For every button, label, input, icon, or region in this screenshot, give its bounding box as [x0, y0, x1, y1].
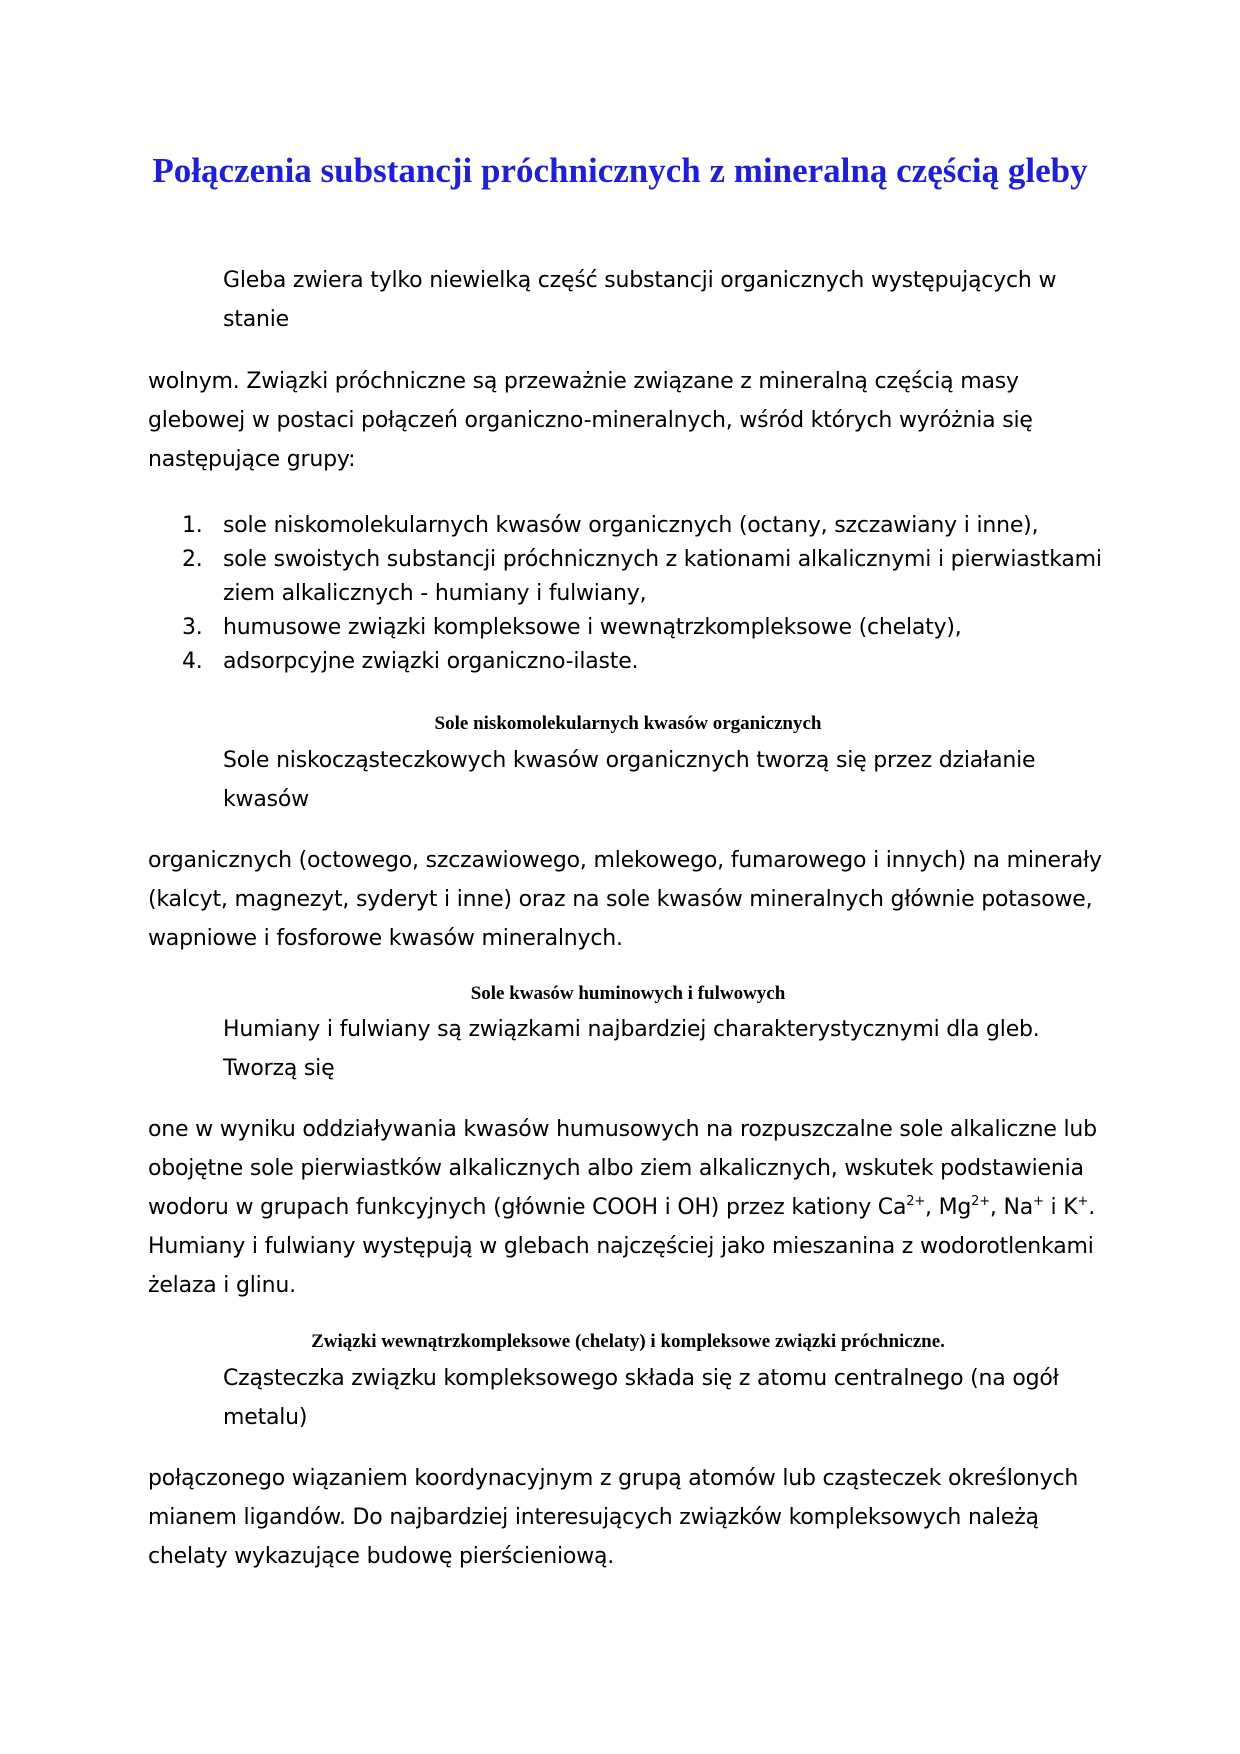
section3-paragraph: połączonego wiązaniem koordynacyjnym z grupą atomów lub cząsteczek określonych mianem ligandów. Do najbardziej interesujących związków kompleksowych należą chelaty wykazujące budowę pierścieniową. [148, 1466, 1079, 1569]
mg-charge: 2+ [971, 1194, 990, 1209]
section2-lead: Humiany i fulwiany są związkami najbardziej charakterystycznymi dla gleb. Tworzą się [223, 1017, 1040, 1081]
section-heading-chelates: Związki wewnątrzkompleksowe (chelaty) i kompleksowe związki próchniczne. [311, 1331, 945, 1352]
list-item [148, 509, 1108, 543]
list-item [148, 645, 1108, 679]
list-number: 2. [182, 547, 203, 572]
groups-list [148, 509, 1108, 679]
section3-lead: Cząsteczka związku kompleksowego składa się z atomu centralnego (na ogół metalu) [223, 1366, 1059, 1430]
section-heading-humic-salts: Sole kwasów huminowych i fulwowych [470, 983, 786, 1004]
ca-charge: 2+ [906, 1194, 926, 1209]
list-text: sole niskomolekularnych kwasów organicznych (octany, szczawiany i inne), [223, 513, 1039, 538]
list-number: 1. [182, 513, 203, 538]
list-number: 3. [182, 615, 203, 640]
list-text: humusowe związki kompleksowe i wewnątrzkompleksowe (chelaty), [223, 615, 962, 640]
list-text: sole swoistych substancji próchnicznych z kationami alkalicznymi i pierwiastkami ziem alkalicznych - humiany i fulwiany, [223, 547, 1102, 606]
list-item [148, 543, 1108, 611]
section2-text-a: one w wyniku oddziaływania kwasów humusowych na rozpuszczalne sole alkaliczne lub obojętne sole pierwiastków alkalicznych albo ziem alkalicznych, wskutek podstawienia wodoru w grupach funkcyjnych (głównie COOH i OH) przez kationy Ca [148, 1117, 1097, 1220]
k-charge: + [1077, 1194, 1089, 1209]
list-text: adsorpcyjne związki organiczno-ilaste. [223, 649, 639, 674]
section2-sep-k: i K [1043, 1195, 1078, 1220]
document-title: Połączenia substancji próchnicznych z mineralną częścią gleby [152, 151, 1088, 190]
section2-sep-na: , Na [989, 1195, 1034, 1220]
section1-lead: Sole niskocząsteczkowych kwasów organicznych tworzą się przez działanie kwasów [223, 748, 1036, 812]
section2-text-b: . Humiany i fulwiany występują w glebach najczęściej jako mieszanina z wodorotlenkami żelaza i glinu. [148, 1195, 1095, 1298]
section1-paragraph: organicznych (octowego, szczawiowego, mlekowego, fumarowego i innych) na minerały (kalcyt, magnezyt, syderyt i inne) oraz na sole kwasów mineralnych głównie potasowe, wapniowe i fosforowe kwasów mineralnych. [148, 848, 1102, 951]
section2-sep-mg: , Mg [925, 1195, 972, 1220]
section2-paragraph [148, 1110, 1108, 1305]
list-number: 4. [182, 649, 203, 674]
na-charge: + [1033, 1194, 1044, 1209]
list-item [148, 611, 1108, 645]
intro-paragraph: wolnym. Związki próchniczne są przeważnie związane z mineralną częścią masy glebowej w postaci połączeń organiczno-mineralnych, wśród których wyróżnia się następujące grupy: [148, 369, 1033, 472]
intro-lead: Gleba zwiera tylko niewielką część substancji organicznych występujących w stanie [223, 268, 1057, 332]
section-heading-low-molecular: Sole niskomolekularnych kwasów organicznych [434, 713, 822, 734]
